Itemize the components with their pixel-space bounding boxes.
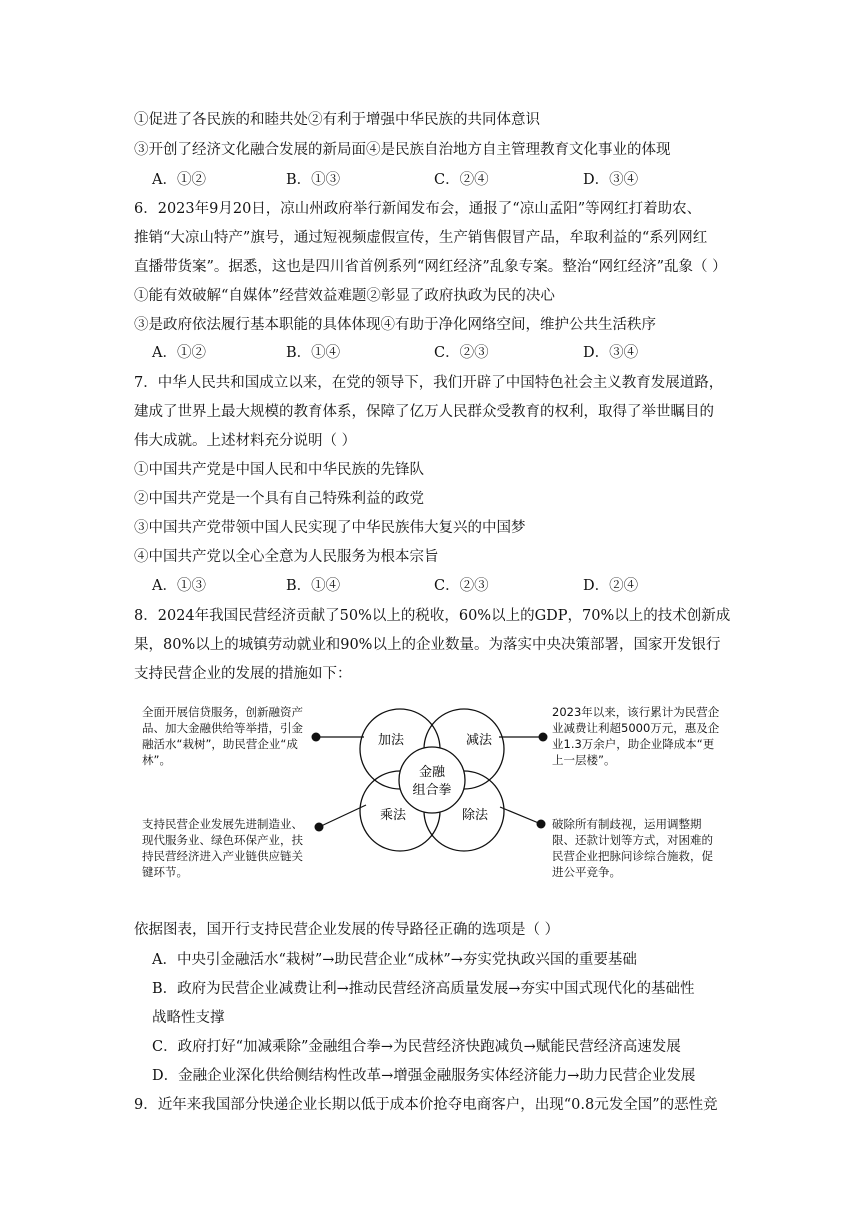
q6-statement-3-4: ③是政府依法履行基本职能的具体体现④有助于净化网络空间，维护公共生活秩序 <box>134 317 656 333</box>
div-connector <box>500 807 541 824</box>
q7-option-d[interactable]: D．②④ <box>583 578 639 594</box>
q9-line-1: 9．近年来我国部分快递企业长期以低于成本价抢夺电商客户，出现“0.8元发全国”的恶性竞 <box>134 1097 718 1113</box>
q7-statement-1: ①中国共产党是中国人民和中华民族的先锋队 <box>134 462 424 478</box>
sub-description: 2023年以来，该行累计为民营企业减费让利超5000万元，惠及企业1.3万余户，助企业降成本“更上一层楼”。 <box>552 705 720 767</box>
q5-option-a[interactable]: A．①② <box>152 172 206 188</box>
add-connector-dot <box>312 733 321 742</box>
q7-statement-3: ③中国共产党带领中国人民实现了中华民族伟大复兴的中国梦 <box>134 520 526 536</box>
q8-option-b-continued: 战略性支撑 <box>152 1010 225 1026</box>
q8-option-a[interactable]: A．中央引金融活水“栽树”→助民营企业“成林”→夯实党执政兴国的重要基础 <box>152 952 637 968</box>
q6-line-3: 直播带货案”。据悉，这也是四川省首例系列“网红经济”乱象专案。整治“网红经济”乱象（ ） <box>134 259 727 275</box>
q7-line-1: 7．中华人民共和国成立以来，在党的领导下，我们开辟了中国特色社会主义教育发展道路， <box>134 375 724 391</box>
q6-line-2: 推销“大凉山特产”旗号，通过短视频虚假宣传，生产销售假冒产品，牟取利益的“系列网红 <box>134 230 708 246</box>
sub-label: 减法 <box>465 733 493 748</box>
q7-line-2: 建成了世界上最大规模的教育体系，保障了亿万人民群众受教育的权利，取得了举世瞩目的 <box>134 404 714 420</box>
q7-statement-2: ②中国共产党是一个具有自己特殊利益的政党 <box>134 491 424 507</box>
q5-options <box>152 170 712 190</box>
q8-question: 依据图表，国开行支持民营企业发展的传导路径正确的选项是（ ） <box>134 922 560 938</box>
mul-connector <box>319 805 366 827</box>
q6-option-c[interactable]: C．②③ <box>434 345 489 361</box>
q7-option-c[interactable]: C．②③ <box>434 578 489 594</box>
center-label-line-1: 金融 <box>418 765 446 780</box>
q6-option-d[interactable]: D．③④ <box>583 345 639 361</box>
center-circle <box>399 747 465 813</box>
q8-line-1: 8．2024年我国民营经济贡献了50%以上的税收，60%以上的GDP，70%以上的技术创新成 <box>134 608 731 624</box>
q8-option-c[interactable]: C．政府打好“加减乘除”金融组合拳→为民营经济快跑减负→赋能民营经济高速发展 <box>152 1039 681 1055</box>
div-label: 除法 <box>461 808 489 823</box>
q8-line-2: 果，80%以上的城镇劳动就业和90%以上的企业数量。为落实中央决策部署，国家开发银行 <box>134 637 721 653</box>
q5-statement-3-4: ③开创了经济文化融合发展的新局面④是民族自治地方自主管理教育文化事业的体现 <box>134 142 671 158</box>
q5-option-c[interactable]: C．②④ <box>434 172 489 188</box>
q7-options <box>152 576 712 596</box>
mul-label: 乘法 <box>379 808 407 823</box>
q5-option-d[interactable]: D．③④ <box>583 172 639 188</box>
mul-connector-dot <box>315 823 324 832</box>
q7-statement-4: ④中国共产党以全心全意为人民服务为根本宗旨 <box>134 549 439 565</box>
q8-option-d[interactable]: D．金融企业深化供给侧结构性改革→增强金融服务实体经济能力→助力民营企业发展 <box>152 1068 696 1084</box>
add-label: 加法 <box>377 733 405 748</box>
q6-option-a[interactable]: A．①② <box>152 345 206 361</box>
q6-option-b[interactable]: B．①④ <box>286 345 341 361</box>
q7-option-b[interactable]: B．①④ <box>286 578 341 594</box>
q5-option-b[interactable]: B．①③ <box>286 172 341 188</box>
q7-option-a[interactable]: A．①③ <box>152 578 206 594</box>
q6-options <box>152 343 712 363</box>
q7-line-3: 伟大成就。上述材料充分说明（ ） <box>134 433 357 449</box>
q8-option-b[interactable]: B．政府为民营企业减费让利→推动民营经济高质量发展→夯实中国式现代化的基础性 <box>152 981 695 997</box>
center-label-line-2: 组合拳 <box>412 783 452 798</box>
q6-line-1: 6．2023年9月20日，凉山州政府举行新闻发布会，通报了“凉山孟阳”等网红打着助农、 <box>134 201 702 217</box>
div-description: 破除所有制歧视，运用调整期限、还款计划等方式，对困难的民营企业把脉问诊综合施救，促进公平竞争。 <box>552 817 713 879</box>
q5-statement-1-2: ①促进了各民族的和睦共处②有利于增强中华民族的共同体意识 <box>134 112 540 128</box>
mul-description: 支持民营企业发展先进制造业、现代服务业、绿色环保产业，扶持民营经济进入产业链供应链关键环节。 <box>142 817 303 879</box>
div-connector-dot <box>537 820 546 829</box>
q8-line-3: 支持民营企业的发展的措施如下： <box>134 666 352 682</box>
q6-statement-1-2: ①能有效破解“自媒体”经营效益难题②彰显了政府执政为民的决心 <box>134 288 555 304</box>
add-description: 全面开展信贷服务，创新融资产品、加大金融供给等举措，引金融活水“栽树”，助民营企业“成林”。 <box>142 705 303 767</box>
sub-connector-dot <box>539 733 548 742</box>
financial-combo-diagram <box>134 697 734 897</box>
